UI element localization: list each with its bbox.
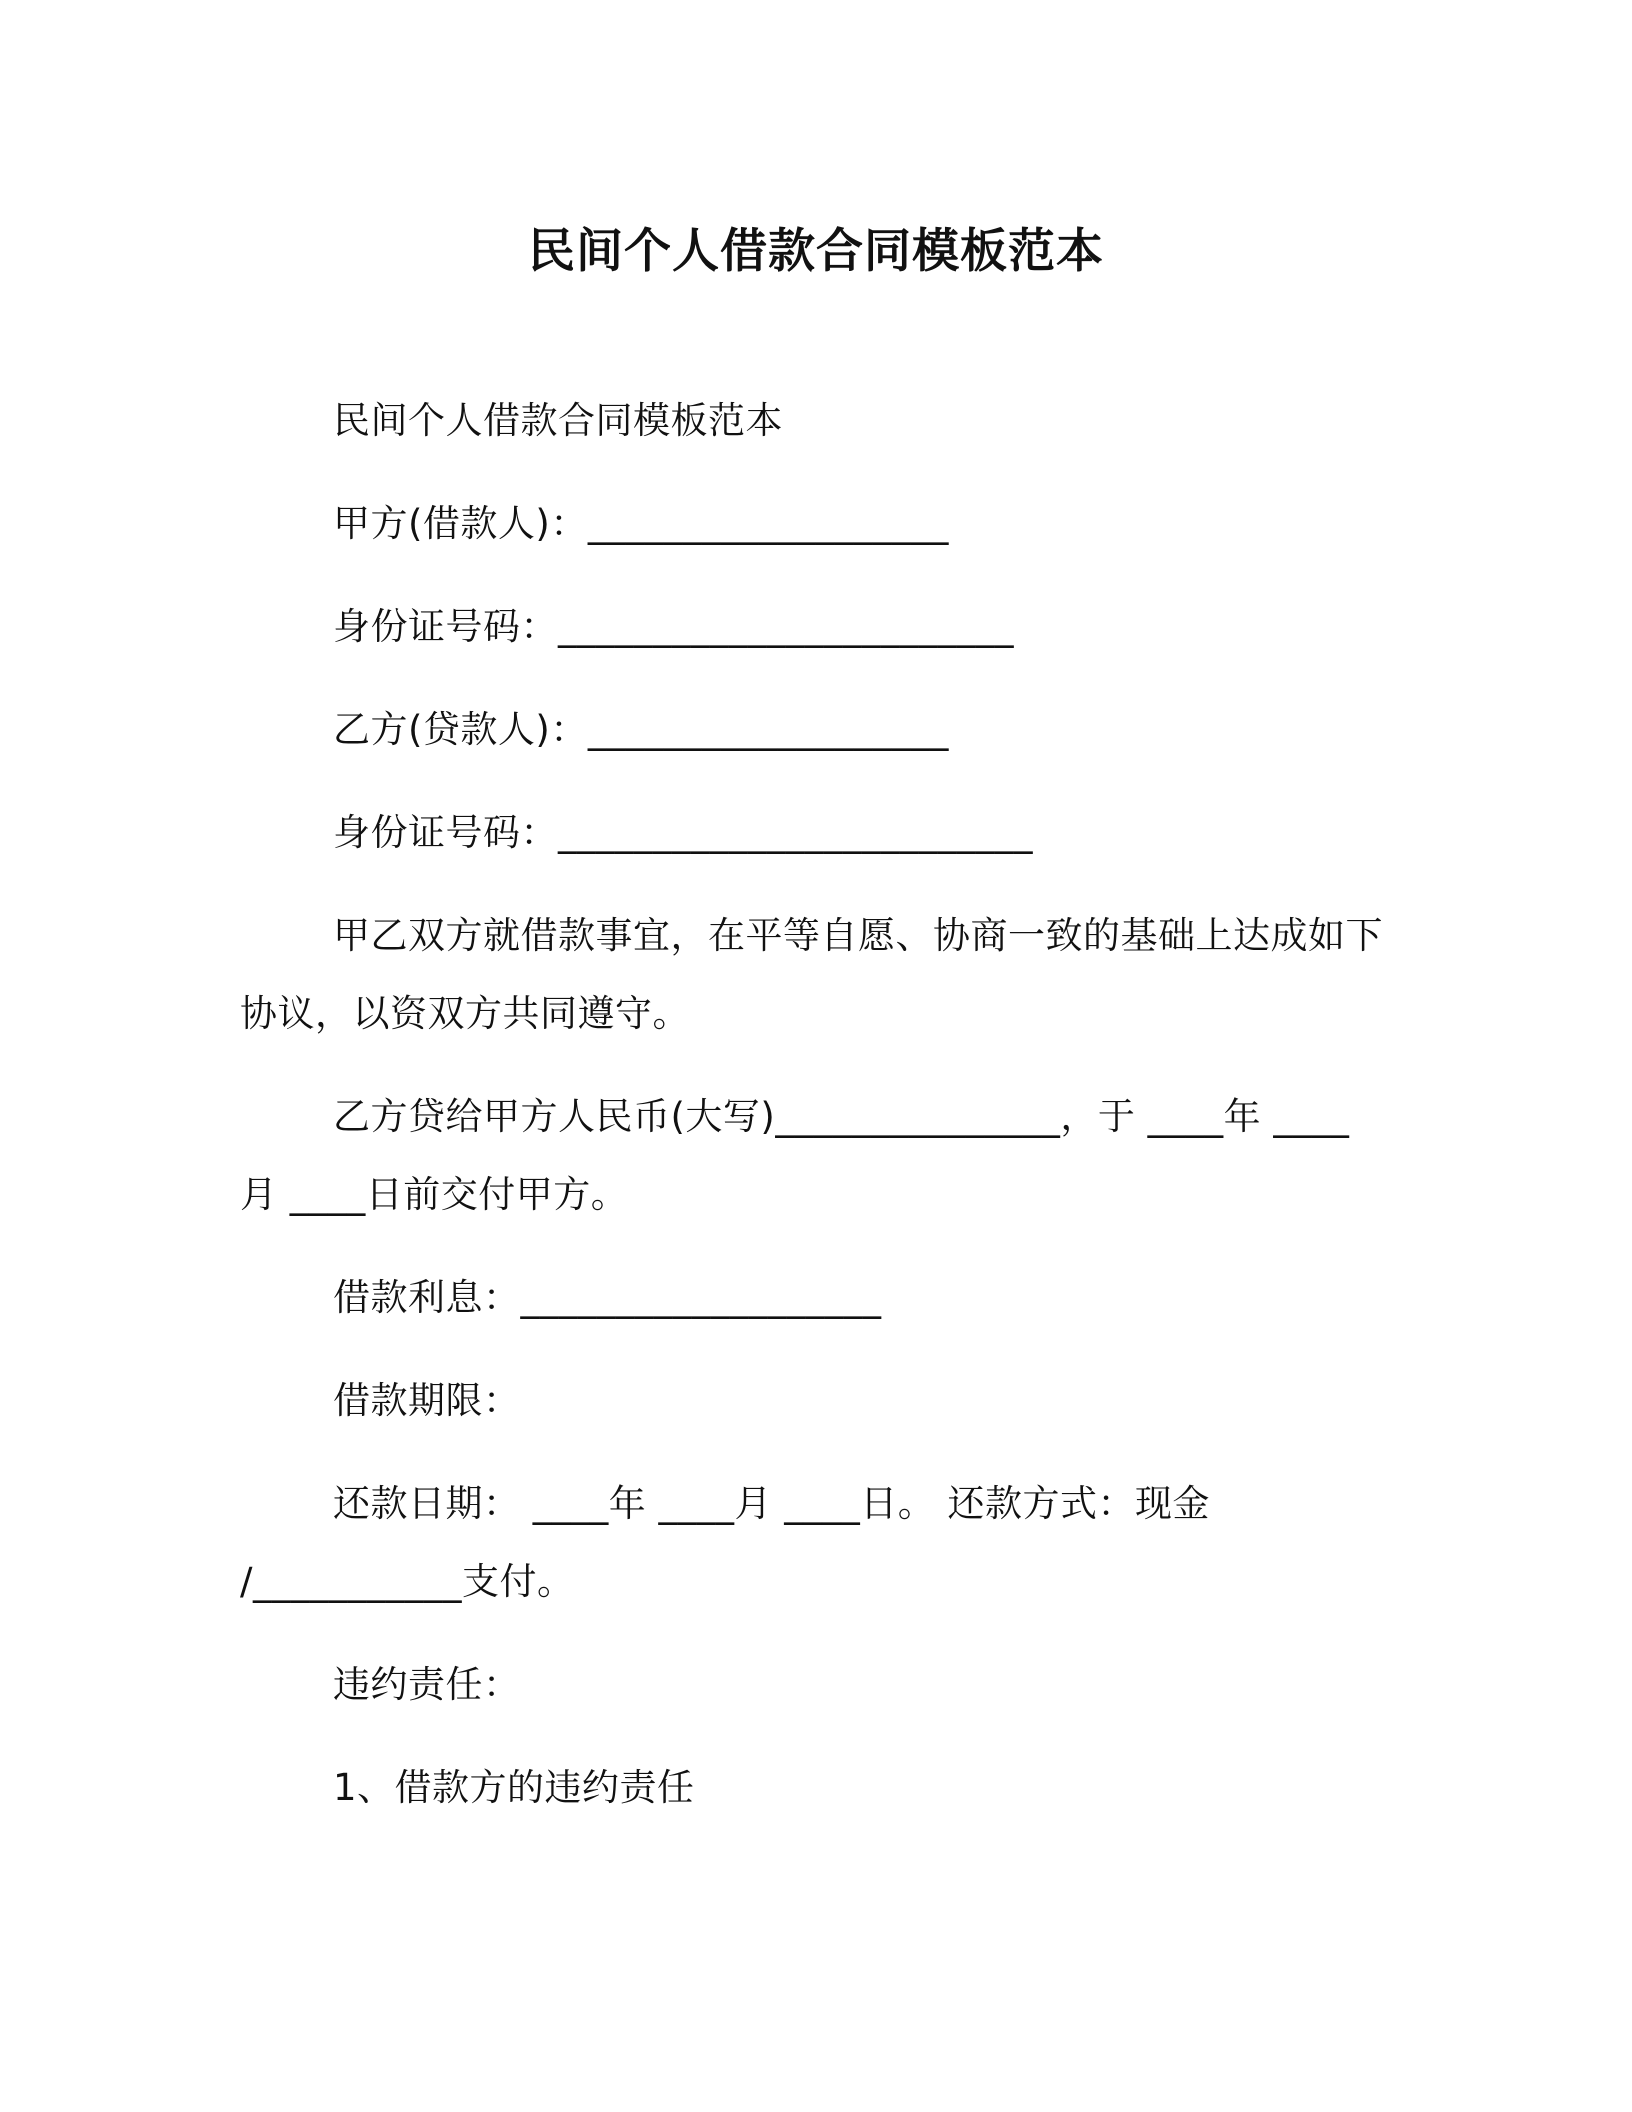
- agreement-paragraph-line-1: 甲乙双方就借款事宜，在平等自愿、协商一致的基础上达成如下: [333, 914, 1383, 957]
- repayment-line-1: 还款日期： ____年 ____月 ____日。 还款方式：现金: [333, 1482, 1211, 1525]
- loan-term-line: 借款期限：: [333, 1379, 521, 1422]
- repayment-line-2: /___________支付。: [240, 1560, 575, 1603]
- liability-item-1: 1、借款方的违约责任: [333, 1766, 695, 1809]
- party-a-id-line: 身份证号码：________________________: [333, 605, 1014, 648]
- party-a-line: 甲方(借款人)：___________________: [333, 502, 949, 545]
- party-b-id-line: 身份证号码：_________________________: [333, 811, 1033, 854]
- party-b-line: 乙方(贷款人)：___________________: [333, 708, 949, 751]
- loan-amount-line-1: 乙方贷给甲方人民币(大写)_______________，于 ____年 ____: [333, 1095, 1350, 1138]
- agreement-paragraph-line-2: 协议，以资双方共同遵守。: [240, 992, 690, 1035]
- liability-heading: 违约责任：: [333, 1663, 521, 1706]
- document-title: 民间个人借款合同模板范本: [528, 224, 1104, 279]
- loan-amount-line-2: 月 ____日前交付甲方。: [240, 1173, 629, 1216]
- subtitle-line: 民间个人借款合同模板范本: [333, 399, 783, 442]
- loan-interest-line: 借款利息：___________________: [333, 1276, 882, 1319]
